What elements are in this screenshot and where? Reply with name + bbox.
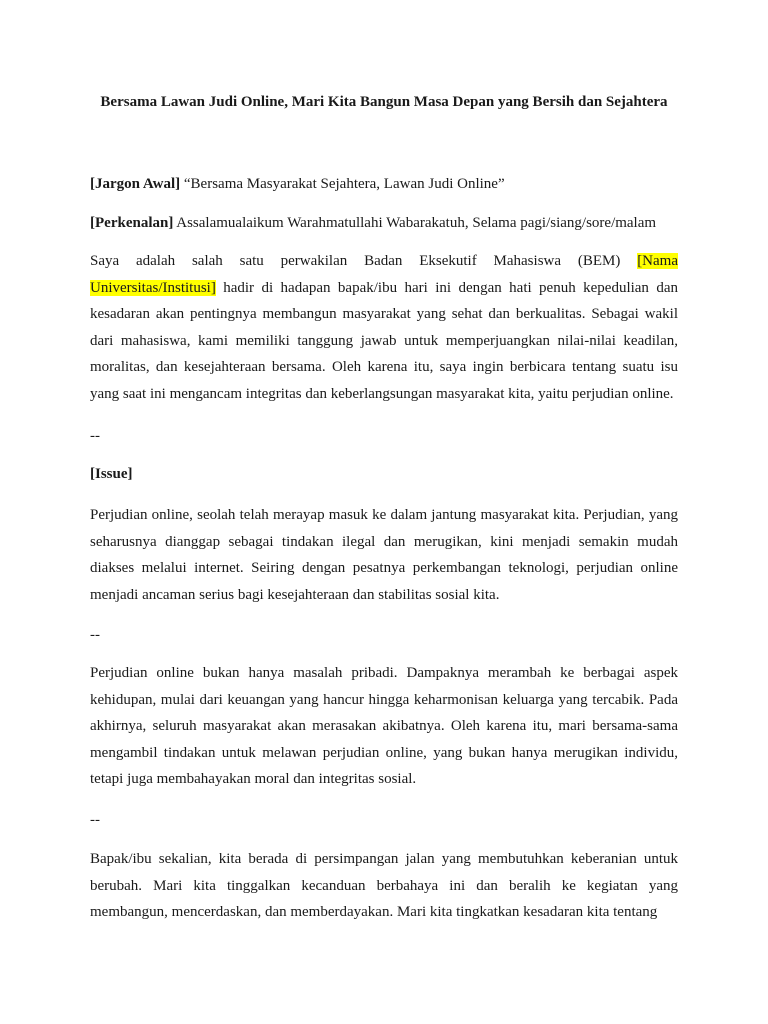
- highlighted-placeholder: [Nama Universitas/Institusi]: [90, 253, 678, 296]
- perkenalan-label: [Perkenalan]: [90, 215, 174, 231]
- intro-text-before: Saya adalah salah satu perwakilan Badan Eksekutif Mahasiswa (BEM): [90, 253, 638, 269]
- intro-paragraph: [90, 248, 678, 407]
- issue-label: [Issue]: [90, 466, 133, 482]
- jargon-line: [90, 171, 678, 198]
- separator-2: --: [90, 627, 100, 643]
- impact-paragraph: Perjudian online bukan hanya masalah pribadi. Dampaknya merambah ke berbagai aspek kehidupan, mulai dari keuangan yang hancur hingga keharmonisan keluarga yang tercabik. Pada akhirnya, seluruh masyarakat akan merasakan akibatnya. Oleh karena itu, mari bersama-sama mengambil tindakan untuk melawan perjudian online, yang bukan hanya merugikan individu, tetapi juga membahayakan moral dan integritas sosial.: [90, 665, 678, 787]
- issue-paragraph: Perjudian online, seolah telah merayap masuk ke dalam jantung masyarakat kita. Perjudian, yang seharusnya dianggap sebagai tindakan ilegal dan merugikan, kini menjadi semakin mudah diakses melalui internet. Seiring dengan pesatnya perkembangan teknologi, perjudian online menjadi ancaman serius bagi kesejahteraan dan stabilitas sosial kita.: [90, 507, 678, 603]
- perkenalan-text: Assalamualaikum Warahmatullahi Wabarakatuh, Selama pagi/siang/sore/malam: [173, 215, 657, 231]
- separator-1: --: [90, 428, 100, 444]
- document-title: Bersama Lawan Judi Online, Mari Kita Bangun Masa Depan yang Bersih dan Sejahtera: [100, 94, 668, 110]
- intro-text-after: hadir di hadapan bapak/ibu hari ini dengan hati penuh kepedulian dan kesadaran akan pentingnya membangun masyarakat yang sehat dan berkualitas. Sebagai wakil dari mahasiswa, kami memiliki tanggung jawab untuk memperjuangkan nilai-nilai keadilan, moralitas, dan kesejahteraan bersama. Oleh karena itu, saya ingin berbicara tentang suatu isu yang saat ini mengancam integritas dan keberlangsungan masyarakat kita, yaitu perjudian online.: [90, 279, 678, 402]
- call-paragraph: Bapak/ibu sekalian, kita berada di persimpangan jalan yang membutuhkan keberanian untuk berubah. Mari kita tinggalkan kecanduan berbahaya ini dan beralih ke kegiatan yang membangun, mencerdaskan, dan memberdayakan. Mari kita tingkatkan kesadaran kita tentang: [90, 851, 678, 920]
- perkenalan-line: [90, 210, 678, 237]
- separator-3: --: [90, 812, 100, 828]
- jargon-text: “Bersama Masyarakat Sejahtera, Lawan Judi Online”: [180, 176, 505, 192]
- jargon-label: [Jargon Awal]: [90, 176, 181, 192]
